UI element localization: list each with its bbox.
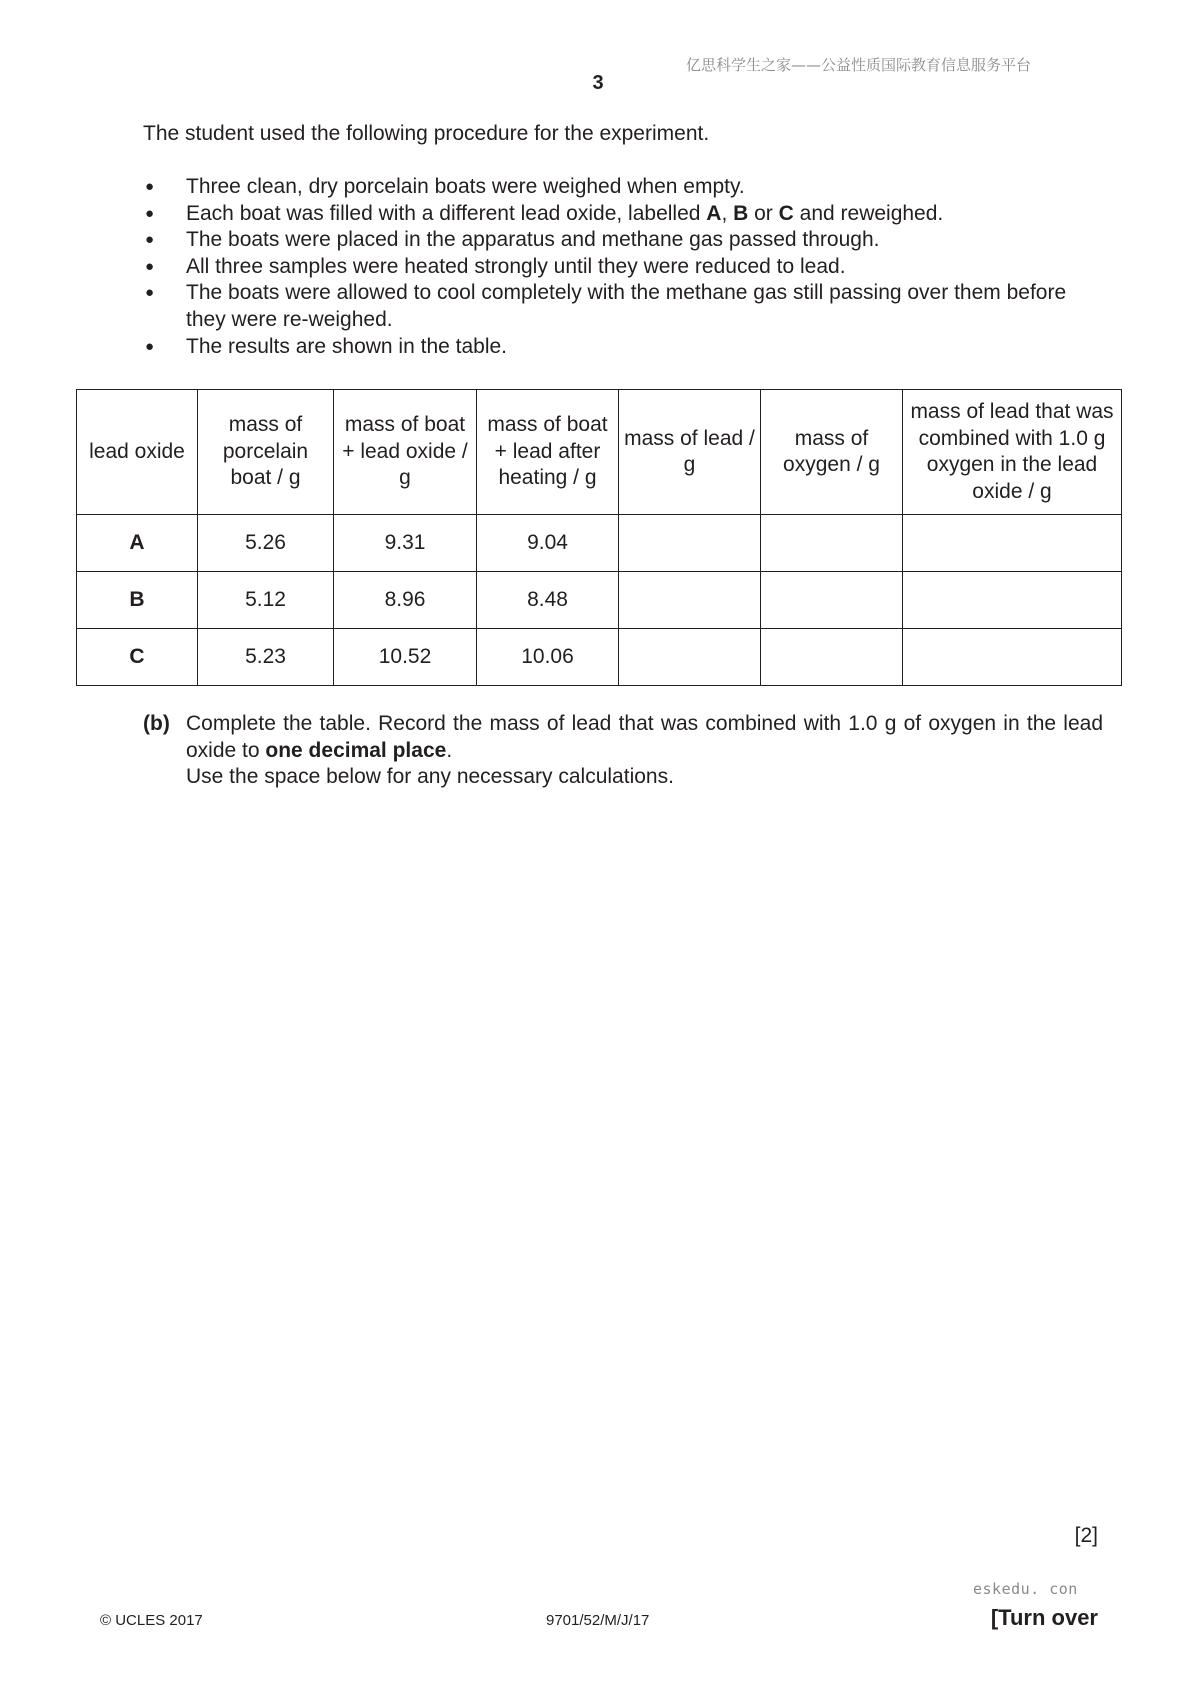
part-b-label: (b)	[143, 712, 170, 735]
oxygen-mass-cell[interactable]	[761, 572, 903, 629]
header-watermark: 亿思科学生之家——公益性质国际教育信息服务平台	[686, 56, 1032, 74]
header-lead-oxide: lead oxide	[77, 390, 198, 515]
header-boat-oxide-mass: mass of boat + lead oxide / g	[334, 390, 477, 515]
procedure-step	[143, 254, 1103, 281]
header-lead-mass: mass of lead / g	[619, 390, 761, 515]
copyright: © UCLES 2017	[100, 1612, 203, 1629]
table-row	[77, 572, 1122, 629]
bullet-icon: ●	[145, 231, 155, 249]
label-c: C	[778, 201, 794, 225]
boat-mass-cell: 5.12	[198, 572, 334, 629]
question-part-b	[143, 711, 1103, 791]
lead-mass-cell[interactable]	[619, 572, 761, 629]
part-b-emphasis: one decimal place	[265, 738, 447, 762]
part-b-text: Complete the table. Record the mass of lead that was combined with 1.0 g of oxygen in the lead oxide to	[186, 712, 1103, 762]
lead-per-oxygen-cell[interactable]	[903, 629, 1122, 686]
bullet-icon: ●	[145, 204, 155, 222]
boat-oxide-mass-cell: 9.31	[334, 515, 477, 572]
oxygen-mass-cell[interactable]	[761, 515, 903, 572]
procedure-step-text: ,	[721, 201, 734, 225]
procedure-step	[143, 201, 1103, 228]
boat-oxide-mass-cell: 10.52	[334, 629, 477, 686]
boat-mass-cell: 5.26	[198, 515, 334, 572]
table-row	[77, 515, 1122, 572]
part-b-text-end: .	[446, 738, 453, 762]
boat-lead-mass-cell: 9.04	[477, 515, 619, 572]
procedure-step-text: or	[748, 201, 779, 225]
label-a: A	[706, 201, 722, 225]
boat-lead-mass-cell: 8.48	[477, 572, 619, 629]
bullet-icon: ●	[145, 337, 155, 355]
bullet-icon: ●	[145, 178, 155, 195]
procedure-step	[143, 334, 1103, 361]
procedure-list	[143, 174, 1103, 360]
procedure-step-text: Three clean, dry porcelain boats were weighed when empty.	[186, 175, 745, 198]
row-label: A	[77, 515, 198, 572]
lead-per-oxygen-cell[interactable]	[903, 572, 1122, 629]
table-row	[77, 629, 1122, 686]
part-b-body	[186, 711, 1103, 791]
part-b-instruction	[186, 711, 1103, 764]
table-header-row	[77, 390, 1122, 515]
part-b-calculation-note: Use the space below for any necessary calculations.	[186, 765, 674, 788]
lead-mass-cell[interactable]	[619, 629, 761, 686]
page-number: 3	[592, 72, 604, 94]
oxygen-mass-cell[interactable]	[761, 629, 903, 686]
header-boat-mass: mass of porcelain boat / g	[198, 390, 334, 515]
turn-over: [Turn over	[990, 1605, 1098, 1630]
marks-allocation: [2]	[1074, 1524, 1098, 1547]
procedure-step-text: The boats were allowed to cool completely with the methane gas still passing over them before they were re-weighed.	[186, 281, 1067, 331]
boat-lead-mass-cell: 10.06	[477, 629, 619, 686]
procedure-step-text: All three samples were heated strongly until they were reduced to lead.	[186, 254, 846, 278]
procedure-step-text: The boats were placed in the apparatus and methane gas passed through.	[186, 228, 880, 252]
header-oxygen-mass: mass of oxygen / g	[761, 390, 903, 515]
procedure-step-text: Each boat was filled with a different lead oxide, labelled	[186, 201, 707, 225]
procedure-step	[143, 280, 1103, 333]
row-label: C	[77, 629, 198, 686]
procedure-step-text: The results are shown in the table.	[186, 334, 508, 358]
boat-mass-cell: 5.23	[198, 629, 334, 686]
header-lead-per-oxygen: mass of lead that was combined with 1.0 g oxygen in the lead oxide / g	[903, 390, 1122, 515]
footer-watermark: eskedu. con	[973, 1580, 1078, 1598]
lead-per-oxygen-cell[interactable]	[903, 515, 1122, 572]
header-boat-lead-mass: mass of boat + lead after heating / g	[477, 390, 619, 515]
boat-oxide-mass-cell: 8.96	[334, 572, 477, 629]
row-label: B	[77, 572, 198, 629]
procedure-step	[143, 174, 1103, 201]
results-table	[76, 389, 1122, 686]
lead-mass-cell[interactable]	[619, 515, 761, 572]
procedure-intro: The student used the following procedure for the experiment.	[143, 122, 710, 145]
procedure-step-text: and reweighed.	[793, 201, 944, 225]
procedure-step	[143, 227, 1103, 254]
bullet-icon: ●	[145, 257, 155, 275]
paper-code: 9701/52/M/J/17	[546, 1612, 650, 1629]
label-b: B	[733, 201, 749, 225]
bullet-icon: ●	[145, 284, 155, 302]
